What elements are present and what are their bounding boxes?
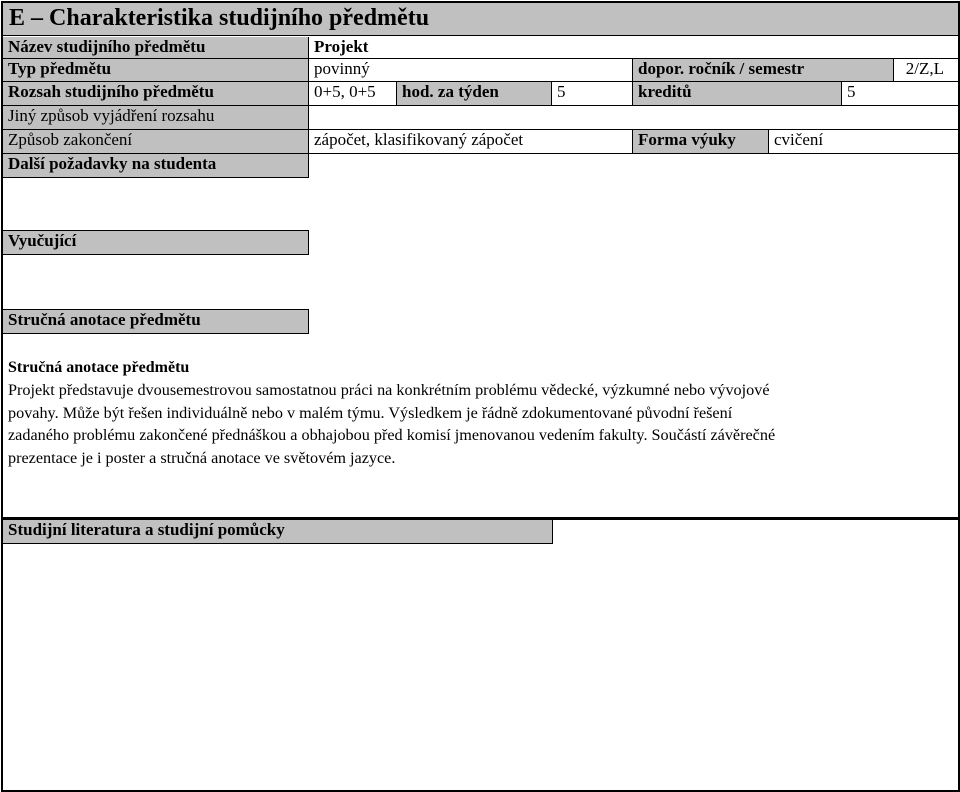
- literatura-content: [3, 544, 958, 790]
- hod-value: 5: [552, 82, 632, 106]
- zpusob-value: zápočet, klasifikovaný zápočet: [309, 130, 632, 154]
- annotation-line: zadaného problému zakončené přednáškou a obhajobou před komisí jmenovanou vedením fakulty. Součástí závěrečné: [8, 426, 776, 444]
- kredity-value: 5: [842, 82, 958, 106]
- page-title: E – Charakteristika studijního předmětu: [1, 1, 960, 36]
- forma-label: Forma výuky: [632, 130, 769, 154]
- vyucujici-content: [3, 255, 958, 309]
- hod-label: hod. za týden: [396, 82, 552, 106]
- rocnik-label: dopor. ročník / semestr: [632, 59, 894, 82]
- jiny-value: [309, 106, 958, 130]
- annotation-heading: Stručná anotace předmětu: [8, 359, 190, 376]
- zpusob-label: Způsob zakončení: [3, 130, 309, 154]
- rozsah-value: 0+5, 0+5: [309, 82, 396, 106]
- anotace-label: Stručná anotace předmětu: [3, 309, 309, 334]
- rozsah-label: Rozsah studijního předmětu: [3, 82, 309, 106]
- jiny-label: Jiný způsob vyjádření rozsahu: [3, 106, 309, 130]
- annotation-line: Projekt představuje dvousemestrovou samostatnou práci na konkrétním problému vědecké, výzkumné nebo vývojové: [8, 381, 770, 399]
- dalsi-label: Další požadavky na studenta: [3, 154, 309, 178]
- annotation-line: prezentace je i poster a stručná anotace ve světovém jazyce.: [8, 448, 396, 467]
- annotation-line: povahy. Může být řešen individuálně nebo v malém týmu. Výsledkem je řádně zdokumentované původní řešení: [8, 403, 733, 422]
- literatura-label: Studijní literatura a studijní pomůcky: [3, 520, 553, 544]
- nazev-value: Projekt: [309, 37, 958, 59]
- nazev-label: Název studijního předmětu: [3, 37, 309, 59]
- kredity-label: kreditů: [632, 82, 842, 106]
- typ-value: povinný: [309, 59, 632, 82]
- rocnik-value: 2/Z,L: [894, 59, 958, 82]
- dalsi-content: [3, 178, 958, 230]
- vyucujici-label: Vyučující: [3, 230, 309, 255]
- annotation-block: [8, 357, 953, 469]
- forma-value: cvičení: [769, 130, 958, 154]
- typ-label: Typ předmětu: [3, 59, 309, 82]
